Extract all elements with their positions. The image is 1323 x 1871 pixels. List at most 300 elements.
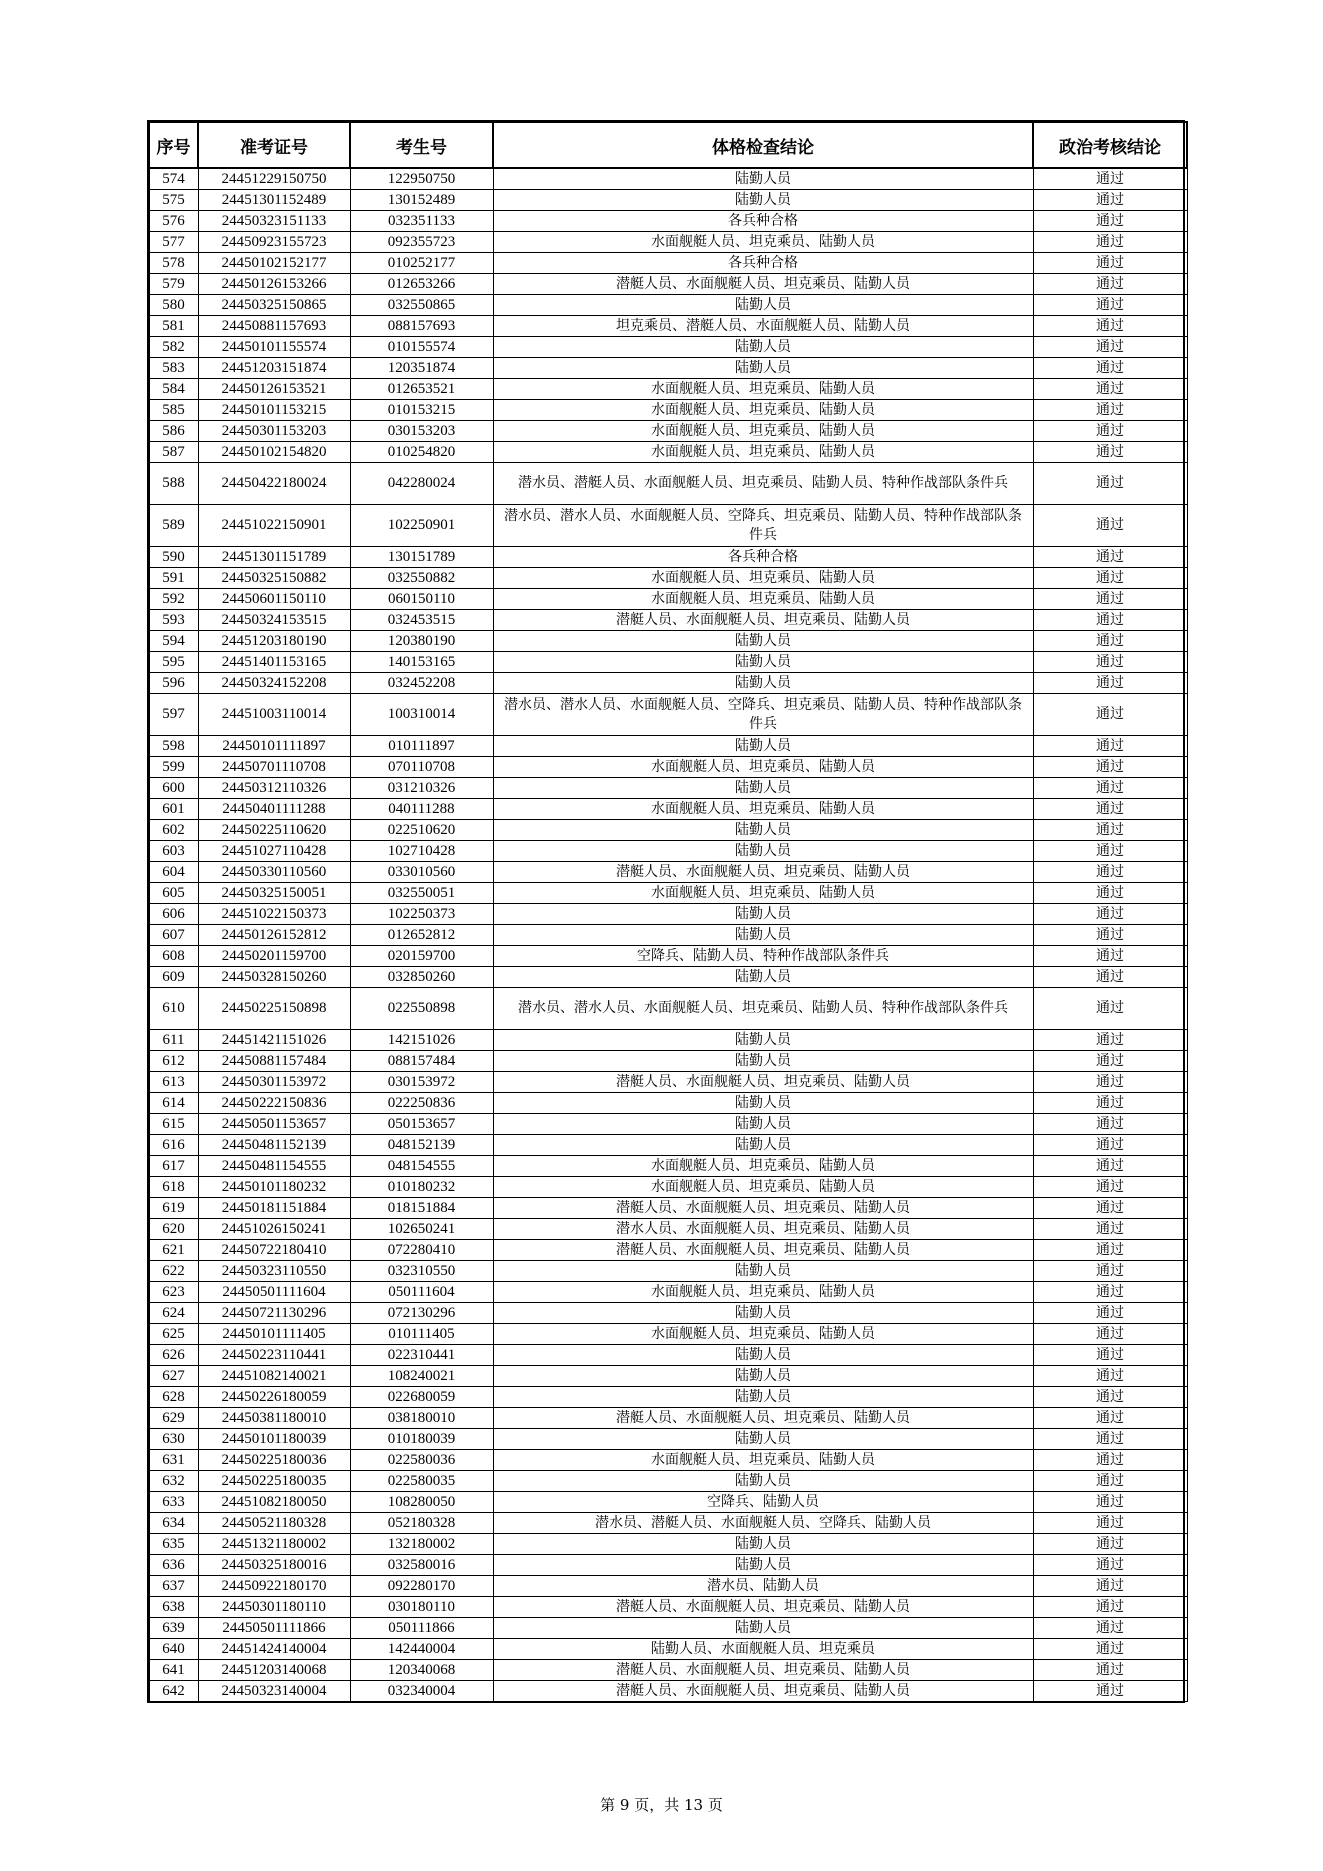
political-review-result: 通过 (1033, 379, 1187, 400)
table-row (149, 337, 1187, 358)
candidate-number: 022580036 (350, 1450, 493, 1471)
row-index: 593 (149, 610, 198, 631)
row-index: 585 (149, 400, 198, 421)
physical-exam-result: 水面舰艇人员、坦克乘员、陆勤人员 (493, 1324, 1033, 1345)
political-review-result: 通过 (1033, 631, 1187, 652)
candidate-number: 108240021 (350, 1366, 493, 1387)
table-row (149, 841, 1187, 862)
table-row (149, 463, 1187, 505)
political-review-result: 通过 (1033, 1471, 1187, 1492)
physical-exam-result: 潜艇人员、水面舰艇人员、坦克乘员、陆勤人员 (493, 1240, 1033, 1261)
table-row (149, 547, 1187, 568)
physical-exam-result: 潜艇人员、水面舰艇人员、坦克乘员、陆勤人员 (493, 1597, 1033, 1618)
admission-number: 24450222150836 (198, 1093, 350, 1114)
table-row (149, 862, 1187, 883)
candidate-number: 032850260 (350, 967, 493, 988)
row-index: 609 (149, 967, 198, 988)
admission-number: 24451424140004 (198, 1639, 350, 1660)
admission-number: 24451301152489 (198, 190, 350, 211)
row-index: 613 (149, 1072, 198, 1093)
table-row (149, 1681, 1187, 1702)
table-header-row (149, 122, 1187, 168)
admission-number: 24450501111604 (198, 1282, 350, 1303)
admission-number: 24450922180170 (198, 1576, 350, 1597)
political-review-result: 通过 (1033, 337, 1187, 358)
admission-number: 24450101180039 (198, 1429, 350, 1450)
admission-number: 24450401111288 (198, 799, 350, 820)
physical-exam-result: 陆勤人员、水面舰艇人员、坦克乘员 (493, 1639, 1033, 1660)
political-review-result: 通过 (1033, 841, 1187, 862)
physical-exam-result: 陆勤人员 (493, 1030, 1033, 1051)
physical-exam-result: 潜艇人员、水面舰艇人员、坦克乘员、陆勤人员 (493, 274, 1033, 295)
table-row (149, 1660, 1187, 1681)
table-row (149, 1534, 1187, 1555)
political-review-result: 通过 (1033, 1051, 1187, 1072)
candidate-number: 012653521 (350, 379, 493, 400)
candidate-number: 132180002 (350, 1534, 493, 1555)
physical-exam-result: 陆勤人员 (493, 652, 1033, 673)
table-row (149, 211, 1187, 232)
admission-number: 24450422180024 (198, 463, 350, 505)
table-row (149, 358, 1187, 379)
table-row (149, 1597, 1187, 1618)
candidate-number: 030180110 (350, 1597, 493, 1618)
candidate-number: 048154555 (350, 1156, 493, 1177)
row-index: 601 (149, 799, 198, 820)
candidate-number: 048152139 (350, 1135, 493, 1156)
candidate-number: 022550898 (350, 988, 493, 1030)
row-index: 604 (149, 862, 198, 883)
political-review-result: 通过 (1033, 316, 1187, 337)
table-row (149, 1471, 1187, 1492)
physical-exam-result: 潜艇人员、水面舰艇人员、坦克乘员、陆勤人员 (493, 1681, 1033, 1702)
table-row (149, 1198, 1187, 1219)
row-index: 592 (149, 589, 198, 610)
admission-number: 24450481152139 (198, 1135, 350, 1156)
row-index: 620 (149, 1219, 198, 1240)
candidate-number: 108280050 (350, 1492, 493, 1513)
row-index: 600 (149, 778, 198, 799)
table-row (149, 1387, 1187, 1408)
candidate-number: 033010560 (350, 862, 493, 883)
row-index: 637 (149, 1576, 198, 1597)
candidate-number: 032351133 (350, 211, 493, 232)
admission-number: 24451022150901 (198, 505, 350, 547)
political-review-result: 通过 (1033, 568, 1187, 589)
physical-exam-result: 陆勤人员 (493, 925, 1033, 946)
admission-number: 24451027110428 (198, 841, 350, 862)
admission-number: 24450325180016 (198, 1555, 350, 1576)
physical-exam-result: 陆勤人员 (493, 736, 1033, 757)
admission-number: 24450881157484 (198, 1051, 350, 1072)
row-index: 587 (149, 442, 198, 463)
candidate-number: 022310441 (350, 1345, 493, 1366)
admission-number: 24450101111897 (198, 736, 350, 757)
table-row (149, 1135, 1187, 1156)
admission-number: 24450201159700 (198, 946, 350, 967)
candidate-number: 032310550 (350, 1261, 493, 1282)
political-review-result: 通过 (1033, 1387, 1187, 1408)
row-index: 579 (149, 274, 198, 295)
row-index: 583 (149, 358, 198, 379)
row-index: 611 (149, 1030, 198, 1051)
admission-number: 24450501153657 (198, 1114, 350, 1135)
political-review-result: 通过 (1033, 1639, 1187, 1660)
admission-number: 24450126152812 (198, 925, 350, 946)
admission-number: 24451421151026 (198, 1030, 350, 1051)
row-index: 584 (149, 379, 198, 400)
candidate-number: 032452208 (350, 673, 493, 694)
political-review-result: 通过 (1033, 946, 1187, 967)
table-row (149, 1114, 1187, 1135)
admission-number: 24450225180036 (198, 1450, 350, 1471)
admission-number: 24450223110441 (198, 1345, 350, 1366)
political-review-result: 通过 (1033, 1324, 1187, 1345)
physical-exam-result: 潜艇人员、水面舰艇人员、坦克乘员、陆勤人员 (493, 1072, 1033, 1093)
row-index: 595 (149, 652, 198, 673)
table-row (149, 736, 1187, 757)
table-row (149, 168, 1187, 190)
table-row (149, 1555, 1187, 1576)
row-index: 616 (149, 1135, 198, 1156)
admission-number: 24450126153266 (198, 274, 350, 295)
candidate-number: 010180232 (350, 1177, 493, 1198)
table-row (149, 1366, 1187, 1387)
table-row (149, 778, 1187, 799)
row-index: 596 (149, 673, 198, 694)
political-review-result: 通过 (1033, 1198, 1187, 1219)
candidate-number: 092355723 (350, 232, 493, 253)
political-review-result: 通过 (1033, 988, 1187, 1030)
political-review-result: 通过 (1033, 1597, 1187, 1618)
candidate-number: 102250901 (350, 505, 493, 547)
physical-exam-result: 陆勤人员 (493, 1261, 1033, 1282)
table-row (149, 1240, 1187, 1261)
admission-number: 24451203180190 (198, 631, 350, 652)
candidate-number: 122950750 (350, 168, 493, 190)
political-review-result: 通过 (1033, 1513, 1187, 1534)
row-index: 628 (149, 1387, 198, 1408)
table-row (149, 1219, 1187, 1240)
row-index: 631 (149, 1450, 198, 1471)
row-index: 638 (149, 1597, 198, 1618)
candidate-number: 032340004 (350, 1681, 493, 1702)
political-review-result: 通过 (1033, 1450, 1187, 1471)
political-review-result: 通过 (1033, 1408, 1187, 1429)
row-index: 618 (149, 1177, 198, 1198)
header-candidate-number: 考生号 (350, 122, 493, 168)
table-row (149, 694, 1187, 736)
table-row (149, 1576, 1187, 1597)
table-row (149, 1618, 1187, 1639)
header-index: 序号 (149, 122, 198, 168)
admission-number: 24450381180010 (198, 1408, 350, 1429)
candidate-number: 072130296 (350, 1303, 493, 1324)
row-index: 630 (149, 1429, 198, 1450)
table-row (149, 1492, 1187, 1513)
physical-exam-result: 陆勤人员 (493, 820, 1033, 841)
table-row (149, 1513, 1187, 1534)
table-row (149, 295, 1187, 316)
physical-exam-result: 潜艇人员、水面舰艇人员、坦克乘员、陆勤人员 (493, 1408, 1033, 1429)
political-review-result: 通过 (1033, 547, 1187, 568)
political-review-result: 通过 (1033, 1093, 1187, 1114)
row-index: 580 (149, 295, 198, 316)
physical-exam-result: 陆勤人员 (493, 778, 1033, 799)
political-review-result: 通过 (1033, 168, 1187, 190)
table-row (149, 1345, 1187, 1366)
admission-number: 24451401153165 (198, 652, 350, 673)
table-row (149, 421, 1187, 442)
row-index: 640 (149, 1639, 198, 1660)
table-row (149, 1450, 1187, 1471)
row-index: 621 (149, 1240, 198, 1261)
political-review-result: 通过 (1033, 253, 1187, 274)
political-review-result: 通过 (1033, 1576, 1187, 1597)
table-row (149, 316, 1187, 337)
admission-number: 24451026150241 (198, 1219, 350, 1240)
admission-number: 24450721130296 (198, 1303, 350, 1324)
table-row (149, 1177, 1187, 1198)
candidate-number: 018151884 (350, 1198, 493, 1219)
row-index: 627 (149, 1366, 198, 1387)
physical-exam-result: 水面舰艇人员、坦克乘员、陆勤人员 (493, 799, 1033, 820)
table-row (149, 967, 1187, 988)
political-review-result: 通过 (1033, 673, 1187, 694)
physical-exam-result: 各兵种合格 (493, 253, 1033, 274)
header-physical-exam: 体格检查结论 (493, 122, 1033, 168)
physical-exam-result: 各兵种合格 (493, 211, 1033, 232)
admission-number: 24450601150110 (198, 589, 350, 610)
table-row (149, 883, 1187, 904)
admission-number: 24450701110708 (198, 757, 350, 778)
political-review-result: 通过 (1033, 274, 1187, 295)
candidate-number: 120340068 (350, 1660, 493, 1681)
row-index: 594 (149, 631, 198, 652)
table-row (149, 400, 1187, 421)
table-row (149, 589, 1187, 610)
table-row (149, 799, 1187, 820)
row-index: 575 (149, 190, 198, 211)
row-index: 589 (149, 505, 198, 547)
table-row (149, 673, 1187, 694)
political-review-result: 通过 (1033, 190, 1187, 211)
physical-exam-result: 潜艇人员、水面舰艇人员、坦克乘员、陆勤人员 (493, 610, 1033, 631)
political-review-result: 通过 (1033, 1261, 1187, 1282)
political-review-result: 通过 (1033, 757, 1187, 778)
political-review-result: 通过 (1033, 232, 1187, 253)
political-review-result: 通过 (1033, 1618, 1187, 1639)
admission-number: 24451022150373 (198, 904, 350, 925)
candidate-number: 070110708 (350, 757, 493, 778)
physical-exam-result: 陆勤人员 (493, 1345, 1033, 1366)
political-review-result: 通过 (1033, 883, 1187, 904)
political-review-result: 通过 (1033, 694, 1187, 736)
political-review-result: 通过 (1033, 736, 1187, 757)
admission-number: 24450226180059 (198, 1387, 350, 1408)
physical-exam-result: 陆勤人员 (493, 190, 1033, 211)
political-review-result: 通过 (1033, 1177, 1187, 1198)
political-review-result: 通过 (1033, 1345, 1187, 1366)
physical-exam-result: 空降兵、陆勤人员、特种作战部队条件兵 (493, 946, 1033, 967)
physical-exam-result: 潜水员、潜水人员、水面舰艇人员、坦克乘员、陆勤人员、特种作战部队条件兵 (493, 988, 1033, 1030)
row-index: 629 (149, 1408, 198, 1429)
row-index: 624 (149, 1303, 198, 1324)
candidate-number: 130152489 (350, 190, 493, 211)
political-review-result: 通过 (1033, 358, 1187, 379)
row-index: 581 (149, 316, 198, 337)
political-review-result: 通过 (1033, 1366, 1187, 1387)
header-political-review: 政治考核结论 (1033, 122, 1187, 168)
row-index: 603 (149, 841, 198, 862)
row-index: 591 (149, 568, 198, 589)
table-row (149, 505, 1187, 547)
admission-number: 24450102154820 (198, 442, 350, 463)
table-row (149, 253, 1187, 274)
admission-number: 24451321180002 (198, 1534, 350, 1555)
admission-number: 24450330110560 (198, 862, 350, 883)
physical-exam-result: 陆勤人员 (493, 1618, 1033, 1639)
table-row (149, 652, 1187, 673)
candidate-number: 012652812 (350, 925, 493, 946)
admission-number: 24450325150051 (198, 883, 350, 904)
row-index: 599 (149, 757, 198, 778)
admission-number: 24450101111405 (198, 1324, 350, 1345)
physical-exam-result: 陆勤人员 (493, 841, 1033, 862)
political-review-result: 通过 (1033, 1303, 1187, 1324)
table-row (149, 1429, 1187, 1450)
row-index: 606 (149, 904, 198, 925)
physical-exam-result: 陆勤人员 (493, 1135, 1033, 1156)
candidate-number: 088157484 (350, 1051, 493, 1072)
row-index: 612 (149, 1051, 198, 1072)
physical-exam-result: 陆勤人员 (493, 1471, 1033, 1492)
row-index: 605 (149, 883, 198, 904)
row-index: 588 (149, 463, 198, 505)
row-index: 626 (149, 1345, 198, 1366)
political-review-result: 通过 (1033, 505, 1187, 547)
admission-number: 24450325150865 (198, 295, 350, 316)
table-body (149, 168, 1187, 1702)
physical-exam-result: 陆勤人员 (493, 1534, 1033, 1555)
table-row (149, 904, 1187, 925)
admission-number: 24450881157693 (198, 316, 350, 337)
row-index: 590 (149, 547, 198, 568)
row-index: 576 (149, 211, 198, 232)
admission-number: 24450323151133 (198, 211, 350, 232)
admission-number: 24450323140004 (198, 1681, 350, 1702)
candidate-number: 050111866 (350, 1618, 493, 1639)
candidate-number: 010155574 (350, 337, 493, 358)
candidate-number: 032550865 (350, 295, 493, 316)
physical-exam-result: 水面舰艇人员、坦克乘员、陆勤人员 (493, 568, 1033, 589)
row-index: 641 (149, 1660, 198, 1681)
admission-number: 24450181151884 (198, 1198, 350, 1219)
table-row (149, 820, 1187, 841)
admission-number: 24451203140068 (198, 1660, 350, 1681)
admission-number: 24450225150898 (198, 988, 350, 1030)
table-row (149, 274, 1187, 295)
physical-exam-result: 潜水员、潜水人员、水面舰艇人员、空降兵、坦克乘员、陆勤人员、特种作战部队条件兵 (493, 694, 1033, 736)
table-row (149, 925, 1187, 946)
admission-number: 24450312110326 (198, 778, 350, 799)
candidate-number: 010111405 (350, 1324, 493, 1345)
physical-exam-result: 陆勤人员 (493, 358, 1033, 379)
row-index: 623 (149, 1282, 198, 1303)
row-index: 635 (149, 1534, 198, 1555)
candidate-number: 052180328 (350, 1513, 493, 1534)
physical-exam-result: 陆勤人员 (493, 1303, 1033, 1324)
candidate-number: 040111288 (350, 799, 493, 820)
candidate-number: 022680059 (350, 1387, 493, 1408)
admission-number: 24450126153521 (198, 379, 350, 400)
physical-exam-result: 水面舰艇人员、坦克乘员、陆勤人员 (493, 1156, 1033, 1177)
candidate-number: 010180039 (350, 1429, 493, 1450)
admission-number: 24450101153215 (198, 400, 350, 421)
physical-exam-result: 各兵种合格 (493, 547, 1033, 568)
political-review-result: 通过 (1033, 820, 1187, 841)
candidate-number: 010252177 (350, 253, 493, 274)
political-review-result: 通过 (1033, 1555, 1187, 1576)
political-review-result: 通过 (1033, 1135, 1187, 1156)
admission-number: 24450324153515 (198, 610, 350, 631)
table-row (149, 190, 1187, 211)
candidate-number: 120351874 (350, 358, 493, 379)
political-review-result: 通过 (1033, 862, 1187, 883)
political-review-result: 通过 (1033, 442, 1187, 463)
candidate-number: 088157693 (350, 316, 493, 337)
admission-number: 24450923155723 (198, 232, 350, 253)
physical-exam-result: 陆勤人员 (493, 631, 1033, 652)
political-review-result: 通过 (1033, 1282, 1187, 1303)
physical-exam-result: 陆勤人员 (493, 904, 1033, 925)
row-index: 577 (149, 232, 198, 253)
candidate-number: 050153657 (350, 1114, 493, 1135)
row-index: 610 (149, 988, 198, 1030)
table-row (149, 757, 1187, 778)
physical-exam-result: 陆勤人员 (493, 168, 1033, 190)
physical-exam-result: 陆勤人员 (493, 1387, 1033, 1408)
admission-number: 24451203151874 (198, 358, 350, 379)
row-index: 619 (149, 1198, 198, 1219)
admission-number: 24451301151789 (198, 547, 350, 568)
candidate-number: 038180010 (350, 1408, 493, 1429)
row-index: 622 (149, 1261, 198, 1282)
physical-exam-result: 陆勤人员 (493, 1555, 1033, 1576)
political-review-result: 通过 (1033, 904, 1187, 925)
political-review-result: 通过 (1033, 799, 1187, 820)
political-review-result: 通过 (1033, 1114, 1187, 1135)
table-row (149, 1051, 1187, 1072)
admission-number: 24450101155574 (198, 337, 350, 358)
row-index: 617 (149, 1156, 198, 1177)
physical-exam-result: 水面舰艇人员、坦克乘员、陆勤人员 (493, 1450, 1033, 1471)
admission-number: 24450521180328 (198, 1513, 350, 1534)
physical-exam-result: 水面舰艇人员、坦克乘员、陆勤人员 (493, 379, 1033, 400)
row-index: 598 (149, 736, 198, 757)
row-index: 615 (149, 1114, 198, 1135)
physical-exam-result: 陆勤人员 (493, 1051, 1033, 1072)
physical-exam-result: 潜艇人员、水面舰艇人员、坦克乘员、陆勤人员 (493, 1660, 1033, 1681)
candidate-number: 010153215 (350, 400, 493, 421)
row-index: 632 (149, 1471, 198, 1492)
political-review-result: 通过 (1033, 211, 1187, 232)
candidate-number: 100310014 (350, 694, 493, 736)
admission-number: 24450102152177 (198, 253, 350, 274)
candidate-number: 042280024 (350, 463, 493, 505)
candidate-number: 022510620 (350, 820, 493, 841)
candidate-number: 032580016 (350, 1555, 493, 1576)
